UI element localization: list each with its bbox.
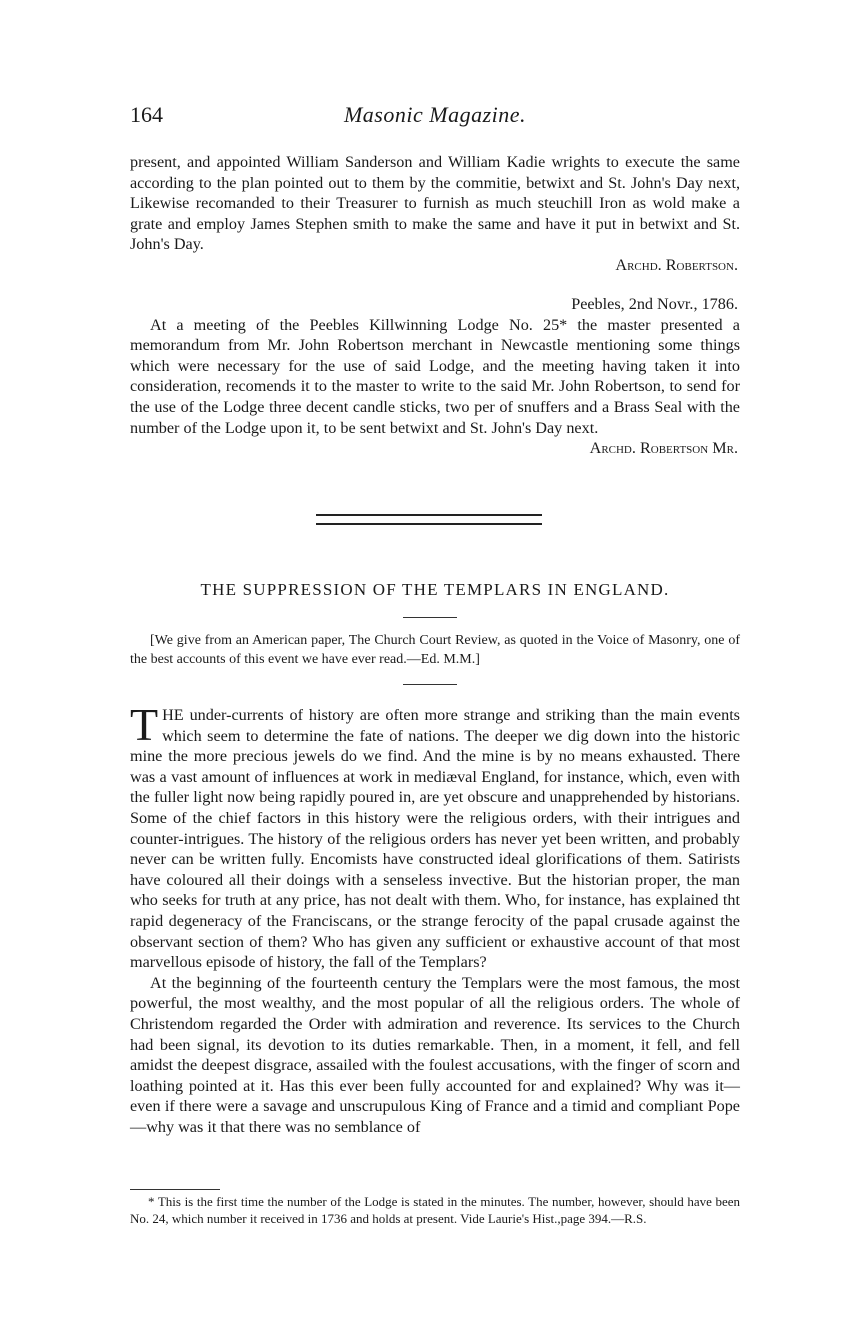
article-paragraph-1 — [130, 699, 740, 973]
article-body — [130, 699, 740, 1137]
article-paragraph-1-text: HE under-currents of history are often more strange and striking than the main events which seem to determine the fate of nations. The deeper we dig down into the historic mine the more precious jewels do we find. And the mine is by no means exhausted. There was a vast amount of influences at work in mediæval England, for instance, which, even with the fuller light now being rapidly poured in, are yet obscure and unapprehended by historians. Some of the chief factors in this history were the religious orders, with their intrigues and counter-intrigues. The history of the religious orders has never yet been written, and probably never can be written fully. Encomists have constructed ideal glorifications of them. Satirists have coloured all their doings with a senseless invective. But the historian proper, the man who seeks for truth at any price, has not dealt with them. Who, for instance, has explained tht rapid degeneracy of the Franciscans, or the strange ferocity of the papal crusade against the observant section of them? Who has given any sufficient or exhaustive account of that most marvellous episode of history, the fall of the Templars? — [130, 706, 740, 972]
editor-note-text: [We give from an American paper, The Church Court Review, as quoted in the Voice of Masonry, one of the best accounts of this event we have ever read.—Ed. M.M.] — [130, 633, 740, 667]
title-rule — [403, 617, 457, 618]
minutes-date: Peebles, 2nd Novr., 1786. — [571, 295, 738, 313]
footnote-text: * This is the first time the number of the Lodge is stated in the minutes. The number, however, should have been No. 24, which number it received in 1736 and holds at present. Vide Laurie's Hist.,page 394.—R.S. — [130, 1194, 740, 1226]
signature-1: Archd. Robertson. — [615, 255, 738, 274]
minutes-paragraph-1: present, and appointed William Sanderson and William Kadie wrights to execute the same according to the plan pointed out to them by the commitie, betwixt and St. John's Day next, Likewise recomanded to their Treasurer to furnish as much steuchill Iron as wold make a grate and employ James Stephen smith to make the same and have it put in betwixt and St. John's Day. — [130, 153, 740, 254]
editor-note — [130, 632, 740, 669]
drop-cap: T — [130, 699, 159, 750]
running-title: Masonic Magazine. — [343, 102, 527, 127]
page-header — [130, 102, 740, 132]
section-divider — [316, 514, 542, 525]
footnote — [130, 1194, 740, 1227]
article-paragraph-2: At the beginning of the fourteenth century the Templars were the most famous, the most powerful, the most wealthy, and the most popular of all the religious orders. The whole of Christendom regarded the Order with admiration and reverence. Its services to the Church had been signal, its devotion to its duties remarkable. Then, in a moment, it fell, and fell amidst the deepest disgrace, assailed with the foulest accusations, with the finger of scorn and loathing pointed at it. Has this ever been fully accounted for and explained? Why was it—even if there were a savage and unscrupulous King of France and a timid and compliant Pope—why was it that there was no semblance of — [130, 973, 740, 1136]
minutes-section — [130, 152, 740, 276]
page-number: 164 — [130, 102, 163, 127]
minutes-section-2 — [130, 294, 740, 459]
note-rule — [403, 684, 457, 685]
minutes-paragraph-2: At a meeting of the Peebles Killwinning Lodge No. 25* the master presented a memorandum from Mr. John Robertson merchant in Newcastle mentioning some things which were necessary for the use of said Lodge, and the meeting having taken it into consideration, recomends it to the master to write to the said Mr. John Robertson, to send for the use of the Lodge three decent candle sticks, two per of snuffers and a Brass Seal with the number of the Lodge upon it, to be sent betwixt and St. John's Day next. — [130, 315, 740, 437]
signature-2: Archd. Robertson Mr. — [589, 439, 738, 458]
footnote-rule — [130, 1189, 220, 1190]
article-title: THE SUPPRESSION OF THE TEMPLARS IN ENGLAND. — [200, 580, 670, 599]
